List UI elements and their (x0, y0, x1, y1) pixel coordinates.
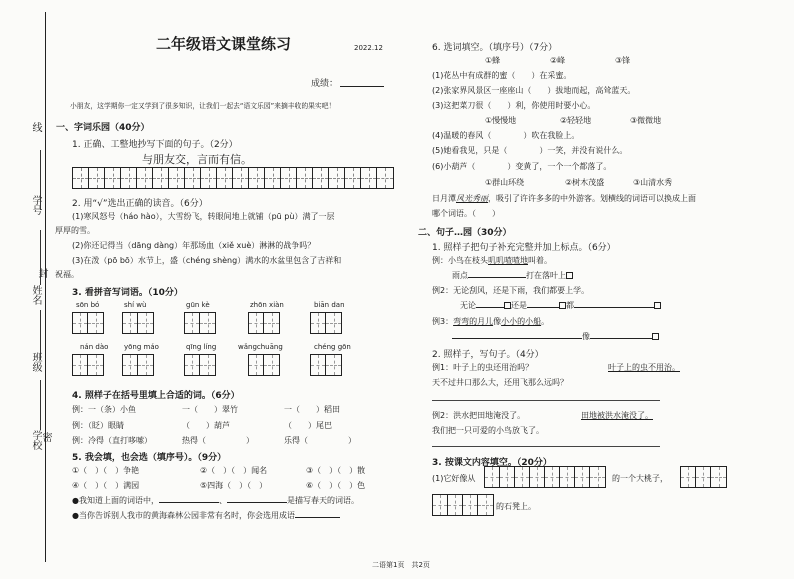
binding-char-line: 线 (30, 122, 41, 132)
pinyin: chéng gōn (314, 343, 351, 351)
q4-title: 4. 照样子在括号里填上合适的词。（6分） (72, 391, 240, 401)
answer-box[interactable] (310, 312, 342, 334)
s2-q2-ex1: 例1：叶子上的虫还用治吗？ (432, 363, 534, 372)
q5-line2: ●当你告诉别人我市的黄海森林公园非常有名时，你会选用成语 (72, 510, 340, 521)
answer-box[interactable] (72, 312, 104, 334)
pinyin: nán dào (80, 343, 109, 351)
pinyin: zhōn xiàn (250, 301, 284, 309)
q6-line4: (4)温暖的春风（ ）吹在我脸上。 (432, 131, 580, 140)
q6-opt: ③微微地 (630, 116, 662, 125)
s2-q1-example2: 例2：无论刮风，还是下雨，我们都要上学。 (432, 286, 590, 295)
q4-row1-c: 一（ ）稻田 (284, 405, 340, 414)
page-title: 二年级语文课堂练习 (156, 35, 292, 53)
q6-line7: 日月潭风光秀丽，吸引了许许多多的中外游客。划横线的词语可以换成上面 (432, 194, 696, 203)
s2-q1-example1: 例：小鸟在枝头叽叽喳喳地叫着。 (432, 256, 552, 265)
binding-label-id: 学号 (30, 195, 41, 215)
q5-row1-c: ③（ ）（ ）散 (306, 466, 366, 475)
binding-line (45, 12, 46, 562)
q5-row2-a: ④（ ）（ ）满园 (72, 481, 140, 490)
s2-q2-ex1-answer: 叶子上的虫不用治。 (608, 363, 680, 372)
s2-q2-task2: 我们把一只可爱的小鸟放飞了。 (432, 426, 544, 435)
q1-title: 1. 正确、工整地抄写下面的句子。（2分） (72, 140, 238, 150)
answer-box[interactable] (122, 312, 154, 334)
q5-line1: ●我知道上面的词语中， 、 是描写春天的词语。 (72, 496, 359, 505)
q2-line2: (2)你还记得当（dāng dàng）年那场血（xiě xuè）淋淋的战争吗？ (72, 241, 316, 250)
section-2-title: 二、句子…园（30分） (418, 228, 512, 238)
q2-title: 2. 用“√”选出正确的读音。（6分） (72, 199, 208, 209)
pinyin: sōn bó (76, 301, 100, 309)
q5-row2-c: ⑥（ ）（ ）色 (306, 481, 366, 490)
s2-q1-title: 1. 照样子把句子补充完整并加上标点。（6分） (432, 243, 616, 253)
answer-box[interactable] (680, 466, 727, 488)
pinyin: qīng líng (186, 343, 217, 351)
binding-label-name: 姓名 (30, 285, 41, 305)
s2-q3-line1a: (1)它好像从 (432, 474, 476, 483)
section-1-title: 一、字词乐园（40分） (56, 123, 150, 133)
q6-title: 6. 选词填空。（填序号）（7分） (432, 43, 558, 53)
q4-row3-a: 例：冷得（直打哆嗦） (72, 436, 152, 445)
answer-box[interactable] (248, 354, 280, 376)
q2-line3b: 祝福。 (55, 270, 79, 279)
s2-q1-answer3: 像 (452, 331, 659, 342)
q6-line7b: 哪个词语。（ ） (432, 209, 500, 218)
answer-box[interactable] (122, 354, 154, 376)
q4-row3-c: 乐得（ ） (284, 436, 356, 445)
s2-q1-example3: 例3：弯弯的月儿像小小的小船。 (432, 317, 550, 326)
s2-q3-line1b: 的一个大桃子， (612, 474, 668, 483)
s2-q2-title: 2. 照样子，写句子。（4分） (432, 350, 544, 360)
binding-label-class: 班级 (30, 352, 41, 372)
q6-opt: ①蜂 (485, 56, 501, 65)
q6-opt: ②树木茂盛 (565, 178, 605, 187)
q6-line1: (1)花丛中有成群的蜜（ ）在采蜜。 (432, 71, 572, 80)
pinyin: gūn kè (186, 301, 210, 309)
q1-sentence: 与朋友交，言而有信。 (142, 153, 252, 166)
q4-row2-c: （ ）尾巴 (284, 421, 332, 430)
s2-q1-answer1: 雨点 打在落叶上 (452, 270, 573, 281)
score-blank[interactable] (340, 86, 384, 87)
answer-box[interactable] (184, 354, 216, 376)
s2-q2-task1: 天不过井口那么大，还用飞那么远吗？ (432, 378, 568, 387)
pinyin: yōng máo (124, 343, 159, 351)
q3-title: 3. 看拼音写词语。（10分） (72, 288, 183, 298)
answer-box[interactable] (310, 354, 342, 376)
s2-q2-ex2-answer: 田地被洪水淹没了。 (581, 411, 653, 420)
s2-q3-line1c: 的石凳上。 (496, 502, 536, 511)
page-footer: 二语第1页 共2页 (372, 561, 430, 569)
score-label: 成绩： (311, 79, 339, 89)
pinyin: biān dan (314, 301, 345, 309)
answer-line[interactable] (432, 446, 660, 447)
q4-row2-a: 例：（眨）眼睛 (72, 421, 124, 430)
q4-row3-b: 热得（ ） (182, 436, 254, 445)
date: 2022.12 (354, 44, 383, 52)
q4-row1-b: 一（ ）翠竹 (182, 405, 238, 414)
q2-line1b: 厚厚的雪。 (55, 226, 95, 235)
q6-opt: ②轻轻地 (560, 116, 592, 125)
s2-q3-title: 3. 按课文内容填空。（20分） (432, 458, 552, 468)
q4-row1-a: 例：一（条）小鱼 (72, 405, 136, 414)
answer-box[interactable] (432, 494, 494, 516)
q5-row1-b: ②（ ）（ ）闻名 (200, 466, 268, 475)
q2-line1: (1)寒风怒号（háo hào），大雪纷飞，转眼间地上就铺（pū pù）满了一层 (72, 212, 335, 221)
q6-line5: (5)她看我见，只是（ ）一笑，并没有说什么。 (432, 146, 628, 155)
q5-title: 5. 我会填，也会选（填序号）。（9分） (72, 453, 227, 463)
answer-box[interactable] (72, 354, 104, 376)
q6-line6: (6)小葫芦（ ）变黄了，一个一个都落了。 (432, 162, 612, 171)
q6-line2: (2)张家界风景区一座座山（ ）拔地而起，高耸蓝天。 (432, 86, 636, 95)
answer-box[interactable] (484, 466, 606, 488)
q6-opt: ①群山环绕 (485, 178, 525, 187)
answer-box[interactable] (184, 312, 216, 334)
q6-opt: ①慢慢地 (485, 116, 517, 125)
binding-label-school: 学校 (30, 430, 41, 450)
q6-line3: (3)这把菜刀很（ ）利，你使用时要小心。 (432, 101, 596, 110)
q6-opt: ②峰 (550, 56, 566, 65)
answer-line[interactable] (432, 400, 660, 401)
pinyin: shí wù (124, 301, 147, 309)
q2-line3: (3)在泼（pō bō）水节上，盛（chéng shèng）满水的水盆里包含了吉祥和 (72, 256, 342, 265)
s2-q2-ex2: 例2：洪水把田地淹没了。 (432, 411, 526, 420)
binding-char-seal: 封 (36, 268, 47, 278)
q6-opt: ③山清水秀 (633, 178, 673, 187)
writing-grid[interactable] (72, 167, 394, 189)
q5-row1-a: ①（ ）（ ）争艳 (72, 466, 140, 475)
intro-text: 小朋友，这学期你一定又学到了很多知识，让我们一起去“语文乐园”来摘丰收的果实吧！ (70, 102, 336, 110)
q6-opt: ③锋 (615, 56, 631, 65)
q4-row2-b: （ ）葫芦 (182, 421, 230, 430)
s2-q1-answer2: 无论 还是 都 (460, 300, 661, 311)
q5-row2-b: ⑤四海（ ）（ ） (200, 481, 268, 490)
binding-char-dense: 密 (40, 432, 51, 442)
pinyin: wǎngchuāng (238, 343, 283, 351)
answer-box[interactable] (248, 312, 280, 334)
